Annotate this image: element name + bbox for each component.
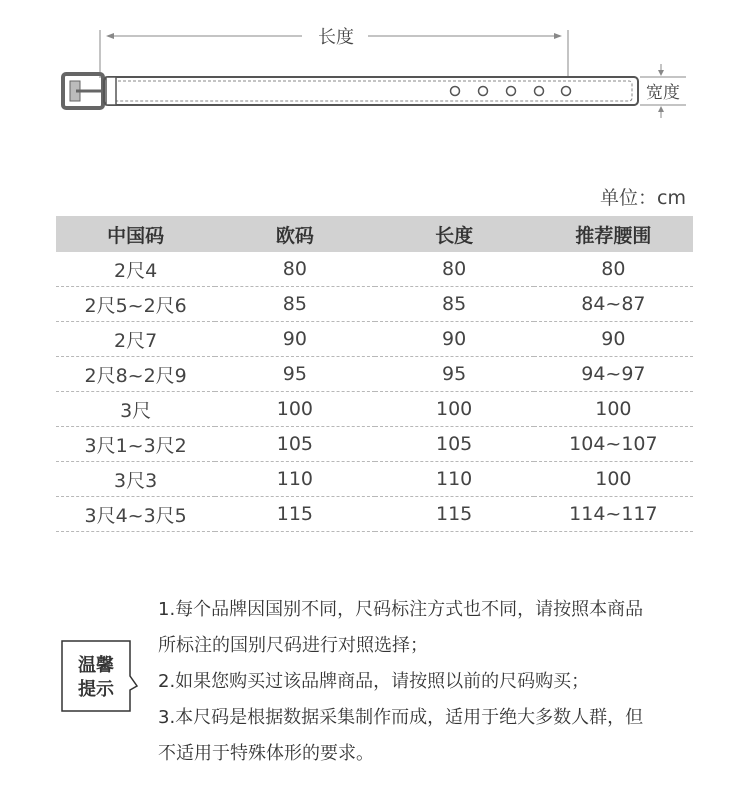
width-label: 宽度 [646,83,680,103]
cell-length: 95 [375,357,534,392]
cell-length: 80 [375,252,534,287]
table-header-row [56,216,693,252]
table-row [56,322,693,357]
belt-keeper [106,77,116,105]
cell-cn-size: 2尺5~2尺6 [56,287,215,322]
cell-waist: 90 [534,322,693,357]
tips-line: 3.本尺码是根据数据采集制作而成，适用于绝大多数人群，但 [158,707,644,728]
cell-cn-size: 2尺7 [56,322,215,357]
width-arrow-bottom-head [658,106,664,112]
belt-hole [535,87,544,96]
tips-badge [61,640,131,712]
header-waist: 推荐腰围 [534,216,693,252]
cell-eu-size: 85 [215,287,374,322]
tips-line: 所标注的国别尺码进行对照选择； [158,635,428,656]
size-table [56,216,693,532]
tips-badge-line1: 温馨 [78,655,114,676]
cell-eu-size: 100 [215,392,374,427]
unit-label: 单位：cm [600,187,686,209]
cell-length: 90 [375,322,534,357]
cell-waist: 100 [534,392,693,427]
table-row [56,427,693,462]
belt-hole [562,87,571,96]
table-row [56,287,693,322]
belt-diagram [0,0,750,140]
tips-badge-line2: 提示 [78,679,114,700]
length-arrow-left-head [106,33,114,39]
cell-eu-size: 110 [215,462,374,497]
width-arrow-top-head [658,70,664,76]
tips-notes [158,592,718,772]
cell-waist: 94~97 [534,357,693,392]
cell-eu-size: 90 [215,322,374,357]
cell-eu-size: 95 [215,357,374,392]
cell-cn-size: 3尺1~3尺2 [56,427,215,462]
belt-hole [479,87,488,96]
cell-cn-size: 3尺4~3尺5 [56,497,215,532]
belt-hole [507,87,516,96]
cell-waist: 114~117 [534,497,693,532]
table-row [56,392,693,427]
table-row [56,462,693,497]
cell-length: 105 [375,427,534,462]
tips-line: 2.如果您购买过该品牌商品，请按照以前的尺码购买； [158,671,590,692]
tips-line: 1.每个品牌因国别不同，尺码标注方式也不同，请按照本商品 [158,599,644,620]
cell-waist: 84~87 [534,287,693,322]
cell-waist: 100 [534,462,693,497]
header-cn-size: 中国码 [56,216,215,252]
cell-cn-size: 3尺 [56,392,215,427]
cell-length: 115 [375,497,534,532]
belt-hole [451,87,460,96]
cell-cn-size: 2尺8~2尺9 [56,357,215,392]
header-length: 长度 [375,216,534,252]
table-row [56,497,693,532]
cell-cn-size: 2尺4 [56,252,215,287]
cell-length: 110 [375,462,534,497]
table-row [56,252,693,287]
cell-cn-size: 3尺3 [56,462,215,497]
cell-waist: 80 [534,252,693,287]
cell-eu-size: 115 [215,497,374,532]
cell-length: 85 [375,287,534,322]
table-row [56,357,693,392]
cell-length: 100 [375,392,534,427]
cell-eu-size: 80 [215,252,374,287]
cell-waist: 104~107 [534,427,693,462]
tips-badge-text [61,654,131,702]
tips-line: 不适用于特殊体形的要求。 [158,743,374,764]
header-eu-size: 欧码 [215,216,374,252]
length-arrow-right-head [554,33,562,39]
cell-eu-size: 105 [215,427,374,462]
length-label: 长度 [318,27,354,48]
